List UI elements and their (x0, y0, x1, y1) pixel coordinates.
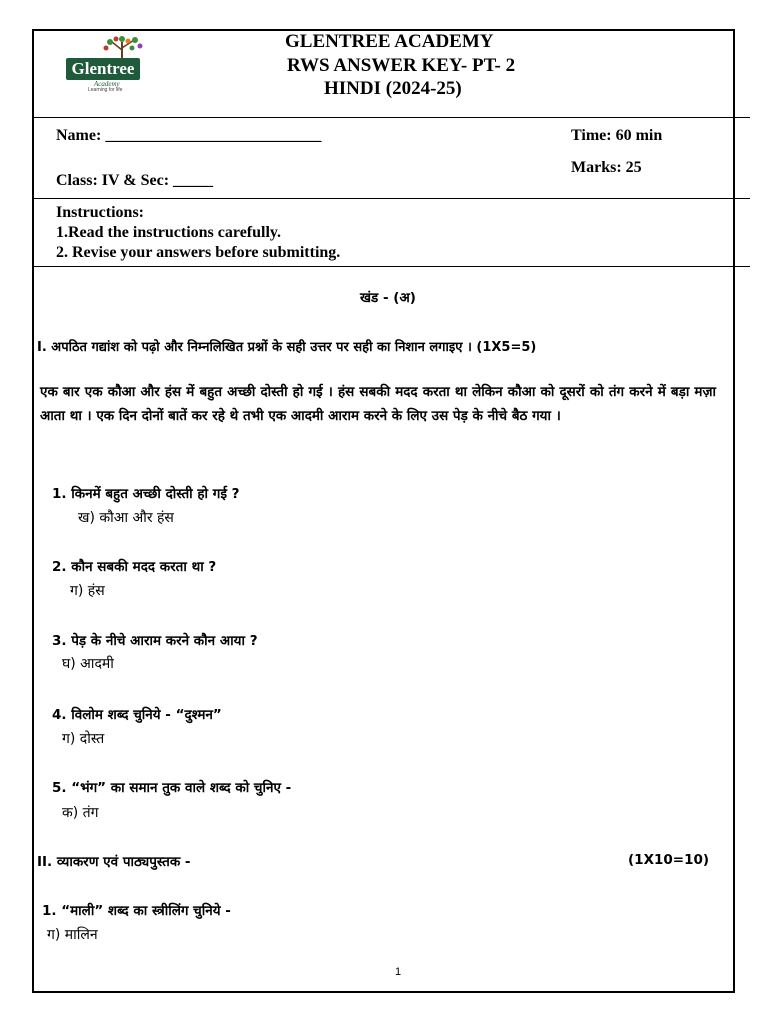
instruction-item: 1.Read the instructions carefully. (56, 224, 282, 241)
question: 2. कौन सबकी मदद करता था ? (52, 559, 217, 575)
instruction-item: 2. Revise your answers before submitting. (56, 244, 341, 261)
school-name: GLENTREE ACADEMY (285, 31, 494, 52)
instructions-title: Instructions: (56, 204, 145, 221)
answer: ख) कौआ और हंस (78, 510, 174, 526)
page-number: 1 (395, 966, 402, 978)
divider (34, 117, 750, 118)
logo-tagline: Learning for life (88, 87, 123, 93)
section-marks: (1X10=10) (628, 852, 710, 868)
answer: ग) हंस (70, 583, 105, 599)
question-heading: I. अपठित गद्यांश को पढ़ो और निम्नलिखित प्रश्नों के सही उत्तर पर सही का निशान लगाइए । (1X5=5) (37, 340, 537, 355)
divider (34, 198, 750, 199)
question: 1. “माली” शब्द का स्त्रीलिंग चुनिये - (42, 903, 231, 919)
question: 3. पेड़ के नीचे आराम करने कौन आया ? (52, 633, 258, 649)
divider (34, 266, 750, 267)
marks-label: Marks: 25 (571, 159, 642, 176)
answer: ग) दोस्त (62, 731, 105, 747)
answer: क) तंग (62, 805, 99, 821)
question: 5. “भंग” का समान तुक वाले शब्द को चुनिए - (52, 780, 292, 796)
time-label: Time: 60 min (571, 127, 663, 144)
logo-subtitle: Academy (94, 80, 120, 88)
school-logo (64, 36, 156, 94)
passage: एक बार एक कौआ और हंस में बहुत अच्छी दोस्ती हो गई । हंस सबकी मदद करता था लेकिन कौआ को दूसरों को तंग करने में बड़ा मज़ा आता था । एक दिन दोनों बातें कर रहे थे तभी एक आदमी आराम करने के लिए उस पेड़ के नीचे बैठ गया । (40, 384, 716, 424)
section-heading: II. व्याकरण एवं पाठ्यपुस्तक - (37, 854, 191, 870)
section-title: खंड - (अ) (360, 290, 416, 306)
answer: घ) आदमी (62, 656, 114, 672)
question: 1. किनमें बहुत अच्छी दोस्ती हो गई ? (52, 486, 240, 502)
logo-wordmark: Glentree (66, 58, 140, 80)
question: 4. विलोम शब्द चुनिये - “दुश्मन” (52, 707, 222, 723)
answer: ग) मालिन (47, 927, 98, 943)
subject-title: HINDI (2024-25) (324, 78, 462, 99)
document-title: RWS ANSWER KEY- PT- 2 (287, 55, 516, 76)
class-field: Class: IV & Sec: _____ (56, 172, 214, 189)
name-field: Name: ___________________________ (56, 127, 322, 144)
